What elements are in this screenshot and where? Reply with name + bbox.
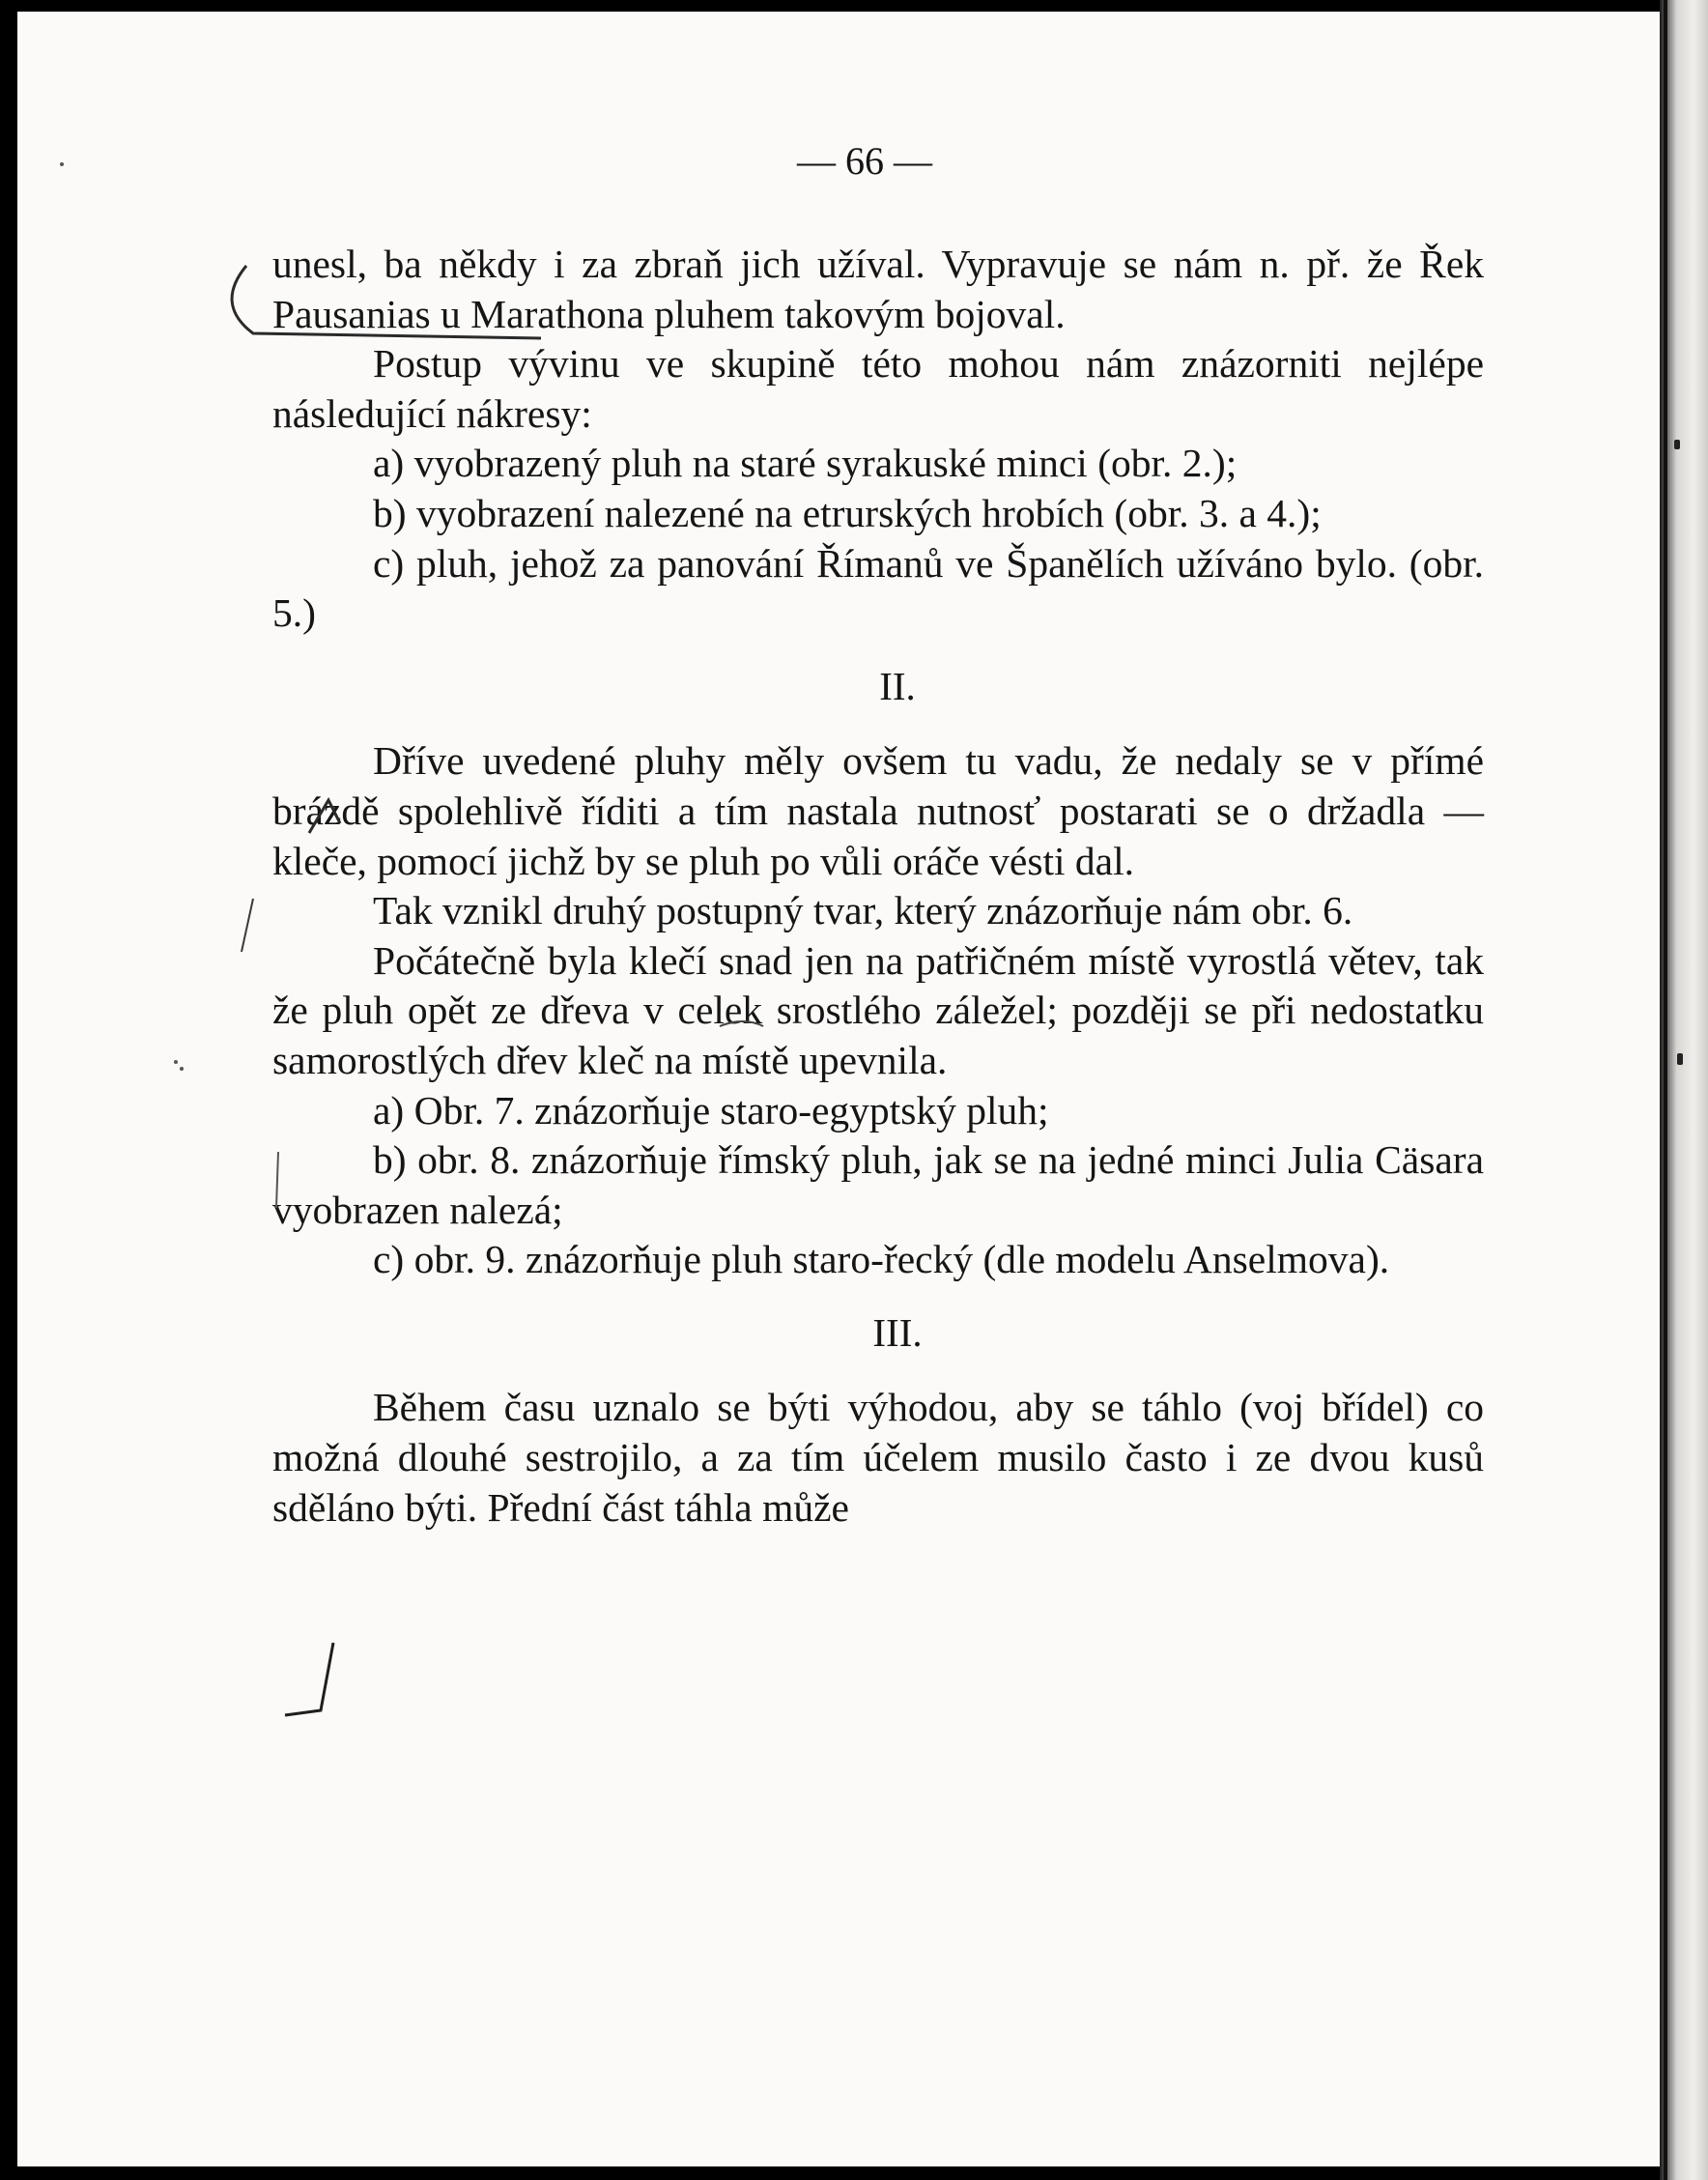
paragraph: Počátečně byla klečí snad jen na patřičném místě vyrostlá větev, tak že pluh opět ze dřeva v celek srostlého záležel; později se při nedostatku samorostlých dřev kleč na místě upevnila. [272,937,1484,1082]
paragraph: Tak vznikl druhý postupný tvar, který znázorňuje nám obr. 6. [373,888,1353,933]
list-item: b) vyobrazení nalezené na etrurských hrobích (obr. 3. a 4.); [373,490,1322,535]
paragraph: Dříve uvedené pluhy měly ovšem tu vadu, že nedaly se v přímé brázdě spolehlivě říditi a tím nastala nutnosť postarati se o držadla — kleče, pomocí jichž by se pluh po vůli oráče vésti dal. [272,738,1484,883]
list-item: c) pluh, jehož za panování Římanů ve Španělích užíváno bylo. (obr. 5.) [272,540,1484,636]
speck [1677,1053,1683,1065]
paragraph: Postup vývinu ve skupině této mohou nám znázorniti nejlépe následující nákresy: [272,341,1484,436]
list-item: b) obr. 8. znázorňuje římský pluh, jak se na jedné minci Julia Cäsara vyobrazen nalezá; [272,1137,1484,1232]
list-item: c) obr. 9. znázorňuje pluh staro-řecký (dle modelu Anselmova). [373,1237,1390,1282]
page-number: — 66 — [797,139,932,183]
speck [180,1067,184,1071]
speck [60,162,64,166]
gutter-line [1664,0,1667,2180]
paragraph: unesl, ba někdy i za zbraň jich užíval. Vypravuje se nám n. př. že Řek Pausanias u Marathona pluhem takovým bojoval. [272,242,1484,336]
speck [1674,440,1680,449]
section-heading: II. [879,663,916,708]
body-text [272,240,1484,1533]
speck [174,1060,178,1064]
list-item: a) vyobrazený pluh na staré syrakuské minci (obr. 2.); [373,441,1238,486]
paragraph: Během času uznalo se býti výhodou, aby se táhlo (voj břídel) co možná dlouhé sestrojilo, a za tím účelem musilo často i ze dvou kusů sděláno býti. Přední část táhla může [272,1385,1484,1530]
section-heading: III. [872,1309,923,1355]
list-item: a) Obr. 7. znázorňuje staro-egyptský pluh; [373,1087,1049,1133]
